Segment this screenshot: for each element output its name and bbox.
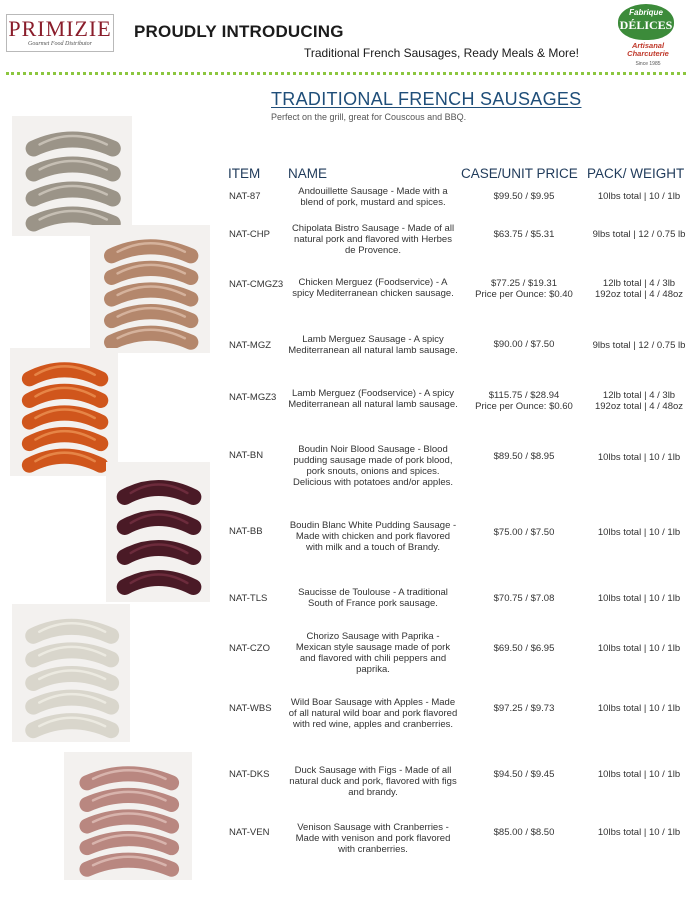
pack-ounces: 192oz total | 4 / 48oz [594,289,684,300]
pack-main: 12lb total | 4 / 3lb [602,390,676,401]
product-code: NAT-TLS [229,593,268,604]
product-price [462,593,586,604]
product-name: Chicken Merguez (Foodservice) - A spicy Mediterranean chicken sausage. [292,277,454,299]
product-name: Duck Sausage with Figs - Made of all natural duck and pork, flavored with figs and brandy. [289,765,457,798]
boudin-blanc-photo [12,604,130,742]
price-main: $99.50 / $9.95 [493,191,555,202]
logo-badge [618,4,674,40]
merguez-photo-image [10,348,118,476]
primizie-logo [6,14,114,52]
product-pack [586,643,692,654]
section-title: TRADITIONAL FRENCH SAUSAGES [271,89,582,109]
andouillette-photo-image [12,116,132,236]
brand-name: PRIMIZIE [8,16,112,41]
product-code: NAT-BB [229,526,263,537]
price-main: $63.75 / $5.31 [493,229,555,240]
product-price [462,390,586,412]
product-pack [586,703,692,714]
product-price [462,451,586,462]
pack-main: 9lbs total | 12 / 0.75 lb [592,229,686,240]
pack-main: 10lbs total | 10 / 1lb [597,452,681,463]
price-main: $70.75 / $7.08 [493,593,555,604]
pack-main: 10lbs total | 10 / 1lb [597,769,681,780]
product-code: NAT-87 [229,191,261,202]
price-main: $90.00 / $7.50 [493,339,555,350]
pack-main: 10lbs total | 10 / 1lb [597,593,681,604]
product-price [462,827,586,838]
product-code: NAT-WBS [229,703,272,714]
pack-ounces: 192oz total | 4 / 48oz [594,401,684,412]
product-name: Lamb Merguez (Foodservice) - A spicy Mediterranean all natural lamb sausage. [288,388,458,410]
fabrique-delices-logo [616,4,680,70]
pack-main: 9lbs total | 12 / 0.75 lb [592,340,686,351]
pack-main: 10lbs total | 10 / 1lb [597,827,681,838]
product-name: Boudin Blanc White Pudding Sausage - Made with chicken and pork flavored with milk and a touch of Brandy. [289,520,457,553]
product-name: Boudin Noir Blood Sausage - Blood pudding sausage made of pork blood, pork snouts, onions and spices. Delicious with potatoes and/or apples. [292,444,453,488]
logo-charcuterie: Charcuterie [627,49,669,58]
header-divider [6,72,686,75]
price-main: $94.50 / $9.45 [493,769,555,780]
product-code: NAT-MGZ3 [229,392,277,403]
product-pack [586,769,692,780]
column-header-pack: PACK/ WEIGHT [587,166,685,181]
product-price [462,339,586,350]
product-name: Andouillette Sausage - Made with a blend of pork, mustard and spices. [298,186,448,208]
product-name: Lamb Merguez Sausage - A spicy Mediterranean all natural lamb sausage. [288,334,458,356]
product-pack [586,827,692,838]
product-name: Wild Boar Sausage with Apples - Made of all natural wild boar and pork flavored with red wine, apples and cranberries. [288,697,458,730]
merguez-photo [10,348,118,476]
product-name: Chipolata Bistro Sausage - Made of all natural pork and flavored with Herbes de Provence. [291,223,455,256]
product-pack [586,452,692,463]
pack-main: 10lbs total | 10 / 1lb [597,643,681,654]
price-main: $69.50 / $6.95 [493,643,555,654]
product-pack [586,527,692,538]
price-main: $77.25 / $19.31 [490,278,558,289]
product-pack [586,340,692,351]
price-per-ounce: Price per Ounce: $0.40 [475,289,573,300]
price-per-ounce: Price per Ounce: $0.60 [475,401,573,412]
product-price [462,643,586,654]
product-price [462,191,586,202]
boudin-noir-photo-image [106,462,210,602]
price-main: $75.00 / $7.50 [493,527,555,538]
product-code: NAT-CHP [229,229,270,240]
logo-line1: Fabrique [629,8,663,17]
product-pack [586,229,692,240]
andouillette-photo [12,116,132,236]
product-code: NAT-CMGZ3 [229,279,284,290]
product-pack [586,593,692,604]
logo-artisanal: Artisanal [631,41,665,50]
product-code: NAT-MGZ [229,340,272,351]
boudin-blanc-photo-image [12,604,130,742]
product-code: NAT-CZO [229,643,270,654]
product-pack [586,278,692,300]
product-pack [586,390,692,412]
product-name: Saucisse de Toulouse - A traditional South of France pork sausage. [298,587,448,609]
brand-tagline: Gourmet Food Distributor [27,41,92,47]
logo-since: Since 1985 [635,61,661,67]
chipolata-photo-image [90,225,210,353]
product-price [462,769,586,780]
price-main: $115.75 / $28.94 [488,390,560,401]
pack-main: 10lbs total | 10 / 1lb [597,527,681,538]
pack-main: 12lb total | 4 / 3lb [602,278,676,289]
section-subtitle: Perfect on the grill, great for Couscous and BBQ. [271,112,467,122]
product-price [462,278,586,300]
price-main: $97.25 / $9.73 [493,703,555,714]
duck-sausage-photo-image [64,752,192,880]
pack-main: 10lbs total | 10 / 1lb [597,703,681,714]
headline: PROUDLY INTRODUCING [134,22,344,41]
product-name: Venison Sausage with Cranberries - Made with venison and pork flavored with cranberries. [295,822,451,855]
column-header-item: ITEM [228,166,261,181]
column-header-price: CASE/UNIT PRICE [461,166,578,181]
pack-main: 10lbs total | 10 / 1lb [597,191,681,202]
product-pack [586,191,692,202]
product-code: NAT-VEN [229,827,270,838]
product-price [462,527,586,538]
chipolata-photo [90,225,210,353]
duck-sausage-photo [64,752,192,880]
product-name: Chorizo Sausage with Paprika - Mexican style sausage made of pork and flavored with chili peppers and paprika. [295,631,451,675]
product-price [462,229,586,240]
product-code: NAT-DKS [229,769,270,780]
price-main: $89.50 / $8.95 [493,451,555,462]
product-price [462,703,586,714]
price-main: $85.00 / $8.50 [493,827,555,838]
product-code: NAT-BN [229,450,264,461]
column-header-name: NAME [288,166,328,181]
logo-line3 [616,42,680,58]
boudin-noir-photo [106,462,210,602]
subheadline: Traditional French Sausages, Ready Meals & More! [304,46,580,60]
logo-line2: DÉLICES [619,18,673,32]
